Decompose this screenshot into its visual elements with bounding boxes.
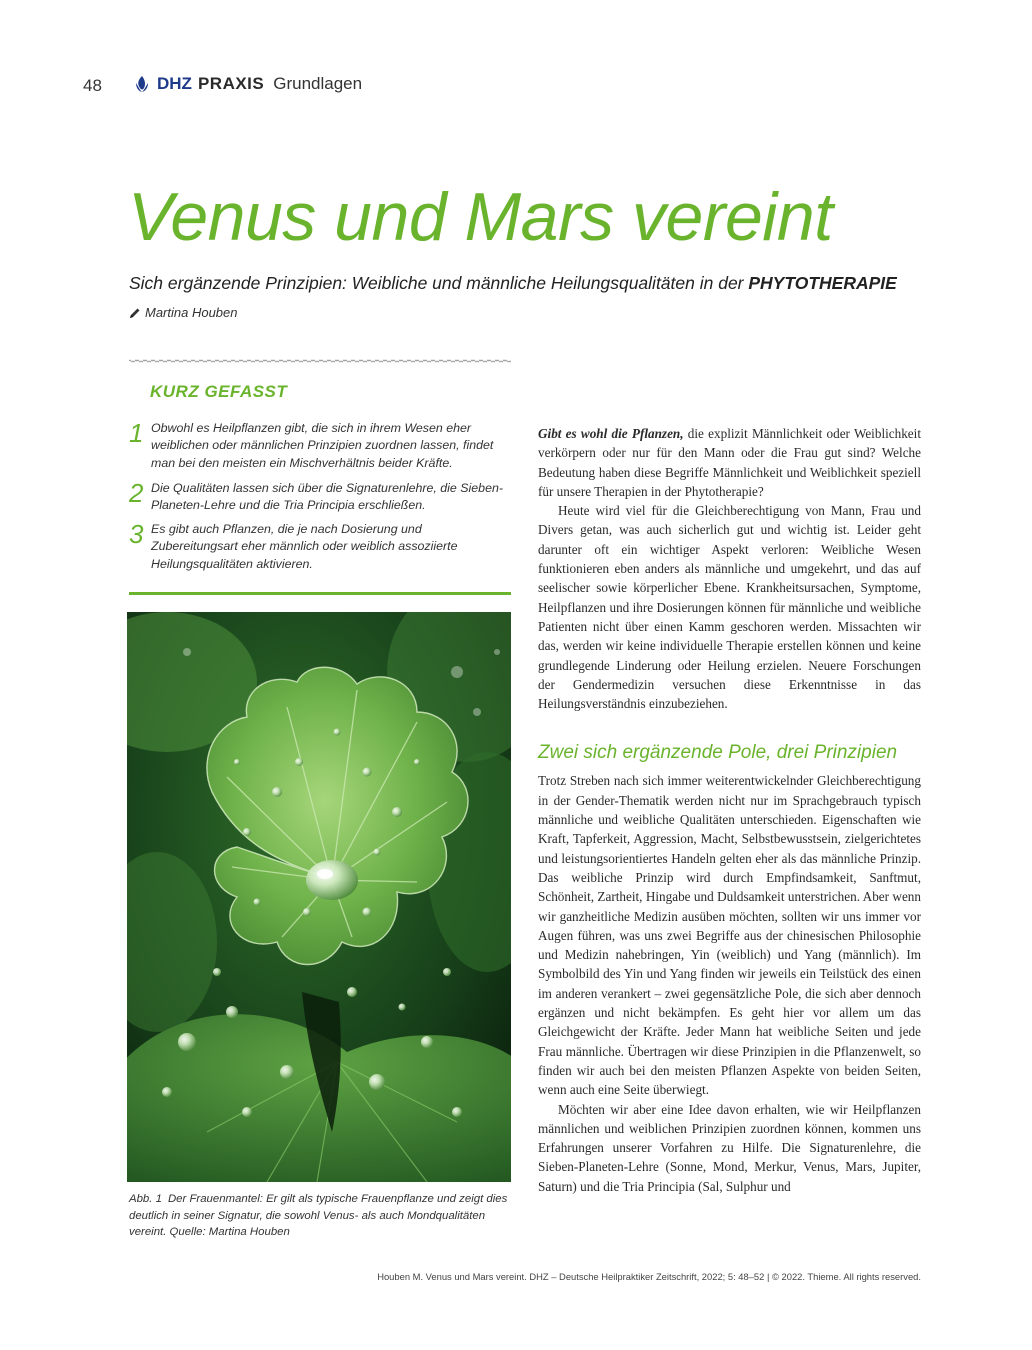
summary-item-text: Die Qualitäten lassen sich über die Signaturenlehre, die Sieben-Planeten-Lehre und die Tria Principia erschließen. xyxy=(151,481,503,513)
subtitle-text: Sich ergänzende Prinzipien: Weibliche und männliche Heilungsqualitäten in der xyxy=(129,273,749,293)
article-title: Venus und Mars vereint xyxy=(128,179,833,255)
brand-dhz: DHZ xyxy=(157,74,192,93)
summary-item-number: 3 xyxy=(129,519,144,549)
page-number: 48 xyxy=(83,76,102,95)
author-name: Martina Houben xyxy=(145,305,238,320)
box-bottom-rule xyxy=(129,592,511,595)
body-paragraph xyxy=(538,424,921,501)
figure-caption-text: Der Frauenmantel: Er gilt als typische Frauenpflanze und zeigt dies deutlich in seiner Signatur, die sowohl Venus- als auch Mondqualitäten vereint. Quelle: Martina Houben xyxy=(129,1193,508,1239)
summary-item-text: Es gibt auch Pflanzen, die je nach Dosierung und Zubereitungsart eher männlich oder weiblich assoziierte Heilungsqualitäten aktivieren. xyxy=(151,522,458,571)
summary-item-number: 2 xyxy=(129,478,144,508)
body-column xyxy=(538,424,921,1196)
article-subtitle xyxy=(129,273,897,294)
body-paragraph: Heute wird viel für die Gleichberechtigung von Mann, Frau und Divers getan, was auch sicherlich gut und wichtig ist. Leider geht darunter oft ein wichtiger Aspekt verloren: Weibliche Wesen funktionieren eben anders als männliche und umgekehrt, und das auf seelischer sowie körperlicher Ebene. Krankheitsursachen, Symptome, Heilpflanzen und ihre Dosierungen können für männliche und weibliche Patienten nicht über einen Kamm geschoren werden. Missachten wir das, werden wir keine individuelle Therapie erstellen können und keine grundlegende Linderung oder Heilung erzielen. Neuere Forschungen der Gendermedizin versuchen diese Erkenntnisse in das Heilungsverständnis einzubeziehen. xyxy=(538,503,921,712)
body-paragraph: Möchten wir aber eine Idee davon erhalten, wie wir Heilpflanzen männlichen und weiblichen Prinzipien zuordnen können, kommen uns Erfahrungen unserer Vorfahren zu Hilfe. Die Signaturenlehre, die Sieben-Planeten-Lehre (Sonne, Mond, Merkur, Venus, Mars, Jupiter, Saturn) und die Tria Principia (Sal, Sulphur und xyxy=(538,1101,921,1194)
figure-caption xyxy=(129,1191,515,1241)
dhz-logo-icon xyxy=(133,75,151,93)
leaf-illustration xyxy=(127,612,511,1182)
summary-item-number: 1 xyxy=(129,418,144,448)
body-paragraph: Trotz Streben nach sich immer weiterentwickelnder Gleichberechtigung in der Gender-Thematik werden nicht nur im Sprachgebrauch typisch männliche und weibliche Qualitäten unterschieden. Eigenschaften wie Kraft, Tapferkeit, Aggression, Macht, Selbstbewusstsein, zielgerichtetes und leistungsorientiertes Handeln gelten eher als das männliche Prinzip. Das weibliche Prinzip wird durch Empfindsamkeit, Sanftmut, Schönheit, Zartheit, Hingabe und Duldsamkeit unterstrichen. Aber wenn wir ganzheitliche Medizin ausüben möchten, sollten wir uns immer vor Augen führen, was uns zwei Begriffe aus der chinesischen Philosophie und Medizin nahebringen, Yin (weiblich) und Yang (männlich). Im Symbolbild des Yin und Yang finden wir jeweils ein Teilstück des einen im anderen verankert – zwei gegensätzliche Pole, die sich aber dennoch ergänzen und nicht bekämpfen. Es geht hier vor allem um das Gleichgewicht der Kräfte. Jeder Mann hat weibliche Seiten und jede Frau männliche. Übertragen wir diese Prinzipien in die Pflanzenwelt, so finden wir auch bei den meisten Pflanzen Aspekte von beiden Seiten, wenn auch eine Seite überwiegt. xyxy=(538,773,921,1098)
section-name: Grundlagen xyxy=(273,74,363,93)
summary-item-text: Obwohl es Heilpflanzen gibt, die sich in ihrem Wesen eher weiblichen oder männlichen Prinzipien zuordnen lassen, findet man bei den meisten ein Mischverhältnis beider Kräfte. xyxy=(151,421,494,470)
author-line xyxy=(129,305,238,320)
paragraph-text: die explizit Männlichkeit oder Weiblichkeit verkörpern oder nur für den Mann oder die Frau gut sind? Welche Bedeutung haben diese Begriffe Männlichkeit und Weiblichkeit speziell für unsere Therapien in der Phytotherapie? xyxy=(538,426,921,499)
summary-item xyxy=(129,521,511,573)
subtitle-emphasis: PHYTOTHERAPIE xyxy=(748,273,897,293)
summary-item xyxy=(129,480,511,515)
pencil-icon xyxy=(129,307,141,319)
figure-photo-lady-mantle xyxy=(127,612,511,1182)
summary-item xyxy=(129,420,511,472)
section-heading: Zwei sich ergänzende Pole, drei Prinzipien xyxy=(538,742,898,764)
paragraph-lead: Gibt es wohl die Pflanzen, xyxy=(538,426,684,441)
figure-label: Abb. 1 xyxy=(129,1193,162,1205)
box-top-rule xyxy=(129,358,511,364)
summary-heading: KURZ GEFASST xyxy=(150,382,288,401)
brand-header xyxy=(133,74,362,94)
brand-praxis: PRAXIS xyxy=(197,74,265,93)
footer-citation: Houben M. Venus und Mars vereint. DHZ – Deutsche Heilpraktiker Zeitschrift, 2022; 5: 48–52 | © 2022. Thieme. All rights reserved. xyxy=(377,1271,921,1282)
